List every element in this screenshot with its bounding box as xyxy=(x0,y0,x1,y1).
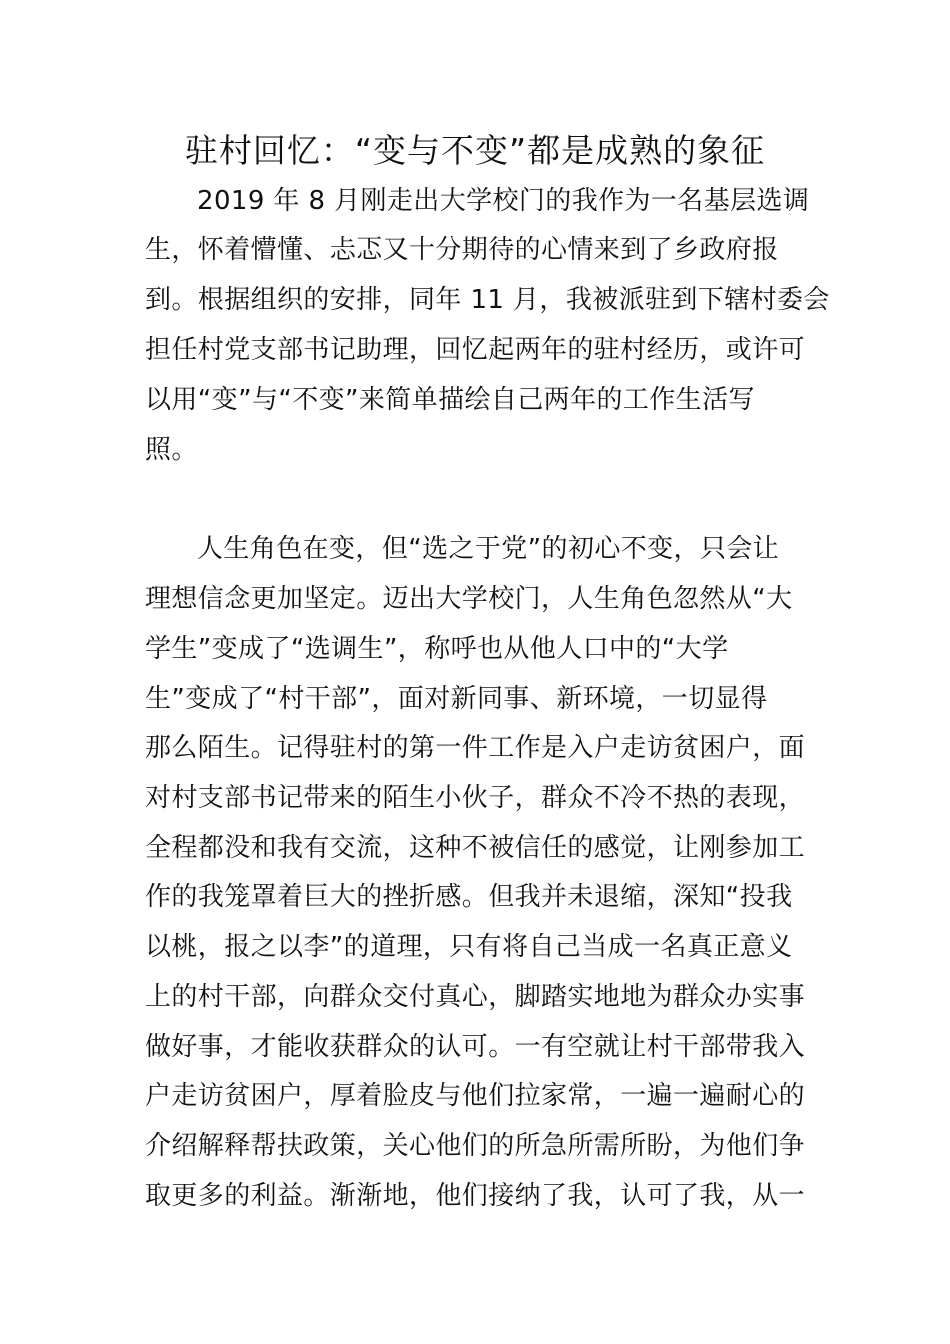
paragraph-2-line: 对村支部书记带来的陌生小伙子，群众不冷不热的表现， xyxy=(145,783,806,813)
paragraph-1-line: 照。 xyxy=(145,435,198,465)
paragraph-2-line: 学生”变成了“选调生”，称呼也从他人口中的“大学 xyxy=(145,634,729,664)
paragraph-2-line: 理想信念更加坚定。迈出大学校门，人生角色忽然从“大 xyxy=(145,584,793,614)
paragraph-2-line: 全程都没和我有交流，这种不被信任的感觉，让刚参加工 xyxy=(145,833,806,863)
paragraph-1-line: 以用“变”与“不变”来简单描绘自己两年的工作生活写 xyxy=(145,385,755,415)
paragraph-2-line: 作的我笼罩着巨大的挫折感。但我并未退缩，深知“投我 xyxy=(145,882,793,912)
paragraph-1-line: 担任村党支部书记助理，回忆起两年的驻村经历，或许可 xyxy=(145,335,806,365)
document-title: 驻村回忆：“变与不变”都是成熟的象征 xyxy=(184,131,766,170)
paragraph-2-line: 做好事，才能收获群众的认可。一有空就让村干部带我入 xyxy=(145,1032,806,1062)
paragraph-1-line: 2019 年 8 月刚走出大学校门的我作为一名基层选调 xyxy=(197,186,810,216)
paragraph-2-line: 取更多的利益。渐渐地，他们接纳了我，认可了我，从一 xyxy=(145,1181,806,1211)
paragraph-2-line: 那么陌生。记得驻村的第一件工作是入户走访贫困户，面 xyxy=(145,733,806,763)
paragraph-2-line: 户走访贫困户，厚着脸皮与他们拉家常，一遍一遍耐心的 xyxy=(145,1081,806,1111)
paragraph-1-line: 到。根据组织的安排，同年 11 月，我被派驻到下辖村委会 xyxy=(145,285,830,315)
paragraph-2-line: 以桃，报之以李”的道理，只有将自己当成一名真正意义 xyxy=(145,932,793,962)
paragraph-2-line: 人生角色在变，但“选之于党”的初心不变，只会让 xyxy=(197,534,780,564)
paragraph-2-line: 上的村干部，向群众交付真心，脚踏实地地为群众办实事 xyxy=(145,982,806,1012)
paragraph-2-line: 介绍解释帮扶政策，关心他们的所急所需所盼，为他们争 xyxy=(145,1131,806,1161)
paragraph-2-line: 生”变成了“村干部”，面对新同事、新环境，一切显得 xyxy=(145,684,768,714)
paragraph-1-line: 生，怀着懵懂、忐忑又十分期待的心情来到了乡政府报 xyxy=(145,235,779,265)
